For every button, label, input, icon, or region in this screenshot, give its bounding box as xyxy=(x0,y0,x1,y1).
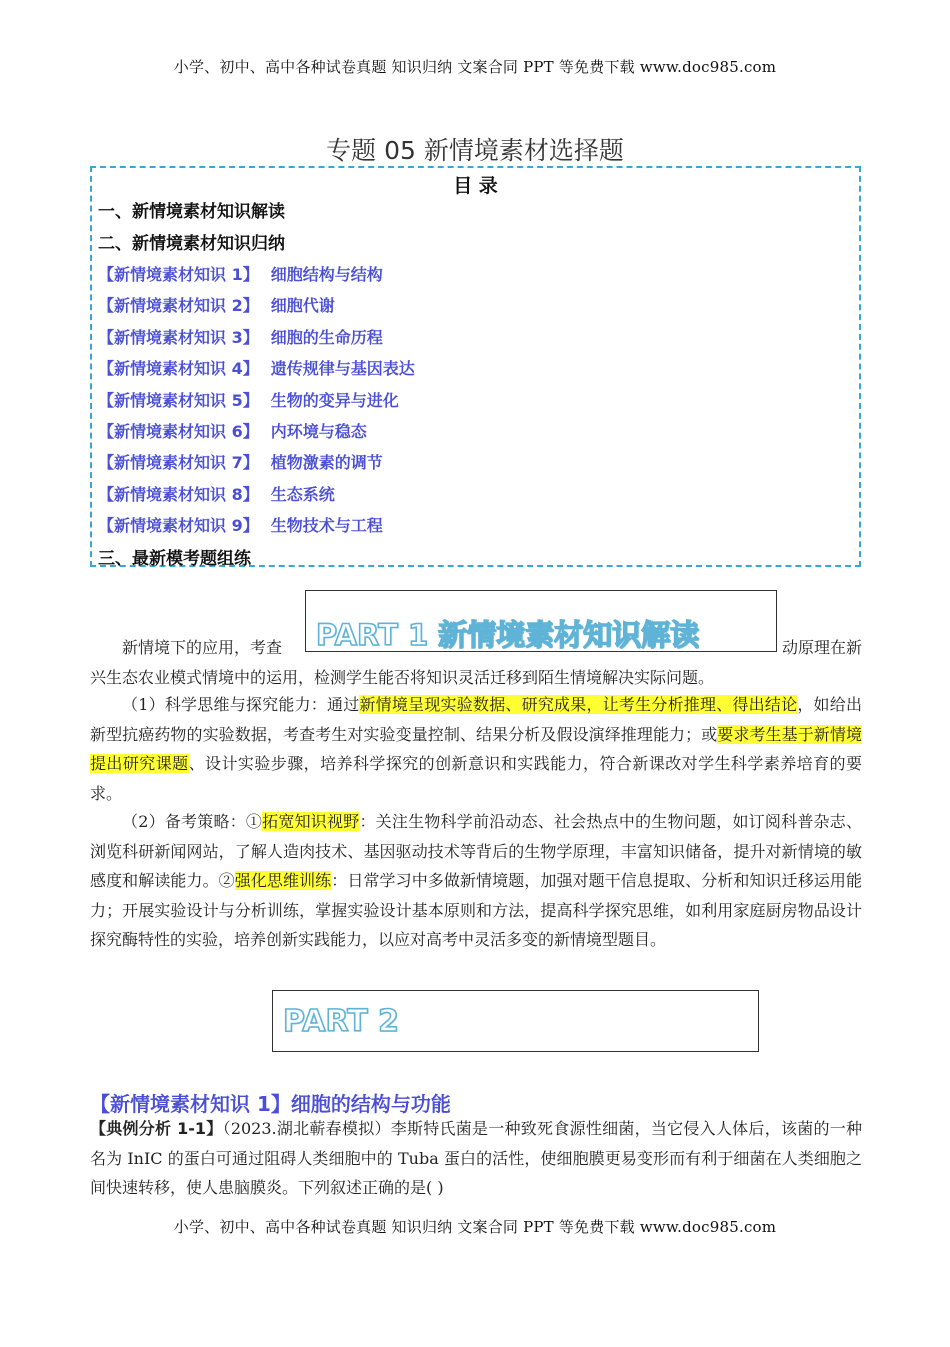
toc-item-label: 【新情境素材知识 6】 xyxy=(98,422,259,441)
intro-line2: 兴生态农业模式情境中的运用，检测学生能否将知识灵活迁移到陌生情境解决实际问题。 xyxy=(90,667,715,687)
point2-mid: ：关注生物科学前沿动态、社会热点中的生物问题，如订阅科普杂志、浏览科研新闻网站，了解人造肉技术、基因驱动技术等背后的生物学原理，丰富知识储备，提升对新情境的敏感度和解读能力。② xyxy=(90,812,862,890)
point2-highlight-2: 强化思维训练 xyxy=(234,871,332,890)
toc-item-4[interactable] xyxy=(98,356,415,379)
point1-suffix: 、设计实验步骤，培养科学探究的创新意识和实践能力，符合新课改对学生科学素养培育的要求。 xyxy=(90,754,862,803)
toc-item-topic: 植物激素的调节 xyxy=(270,453,383,472)
toc-item-topic: 生物的变异与进化 xyxy=(270,391,399,410)
toc-item-label: 【新情境素材知识 8】 xyxy=(98,485,259,504)
toc-item-label: 【新情境素材知识 3】 xyxy=(98,328,259,347)
toc-item-6[interactable] xyxy=(98,419,367,442)
page-header: 小学、初中、高中各种试卷真题 知识归纳 文案合同 PPT 等免费下载 www.doc985.com xyxy=(173,58,777,76)
toc-item-2[interactable] xyxy=(98,293,335,316)
table-of-contents xyxy=(90,166,861,567)
point1-prefix: （1）科学思维与探究能力：通过 xyxy=(122,695,360,714)
toc-item-topic: 细胞结构与结构 xyxy=(270,265,383,284)
toc-item-topic: 遗传规律与基因表达 xyxy=(270,359,415,378)
toc-item-label: 【新情境素材知识 4】 xyxy=(98,359,259,378)
intro-line1-start: 新情境下的应用，考查 xyxy=(122,638,283,657)
toc-item-label: 【新情境素材知识 2】 xyxy=(98,296,259,315)
point2-suffix: ：日常学习中多做新情境题，加强对题干信息提取、分析和知识迁移运用能力；开展实验设计与分析训练，掌握实验设计基本原则和方法，提高科学探究思维，如利用家庭厨房物品设计探究酶特性的实验，培养创新实践能力，以应对高考中灵活多变的新情境型题目。 xyxy=(90,871,862,949)
point1-paragraph xyxy=(90,690,862,808)
toc-item-topic: 细胞代谢 xyxy=(270,296,335,315)
intro-line1-end: 动原理在新 xyxy=(781,638,862,657)
toc-section-2[interactable]: 二、新情境素材知识归纳 xyxy=(98,234,285,254)
toc-item-topic: 生态系统 xyxy=(270,485,335,504)
toc-item-label: 【新情境素材知识 9】 xyxy=(98,516,259,535)
toc-item-5[interactable] xyxy=(98,388,399,411)
toc-item-3[interactable] xyxy=(98,325,383,348)
point1-highlight-2: 要求考生基于新情境提出研究课题 xyxy=(90,724,862,773)
toc-item-topic: 生物技术与工程 xyxy=(270,516,383,535)
point1-mid: ，如给出新型抗癌药物的实验数据，考查考生对实验变量控制、结果分析及假设演绎推理能力；或 xyxy=(90,695,862,744)
toc-item-topic: 内环境与稳态 xyxy=(270,422,367,441)
toc-item-7[interactable] xyxy=(98,450,383,473)
example-text: （2023.湖北蕲春模拟）李斯特氏菌是一种致死食源性细菌，当它侵入人体后，该菌的一种名为 InIC 的蛋白可通过阻碍人类细胞中的 Tuba 蛋白的活性，使细胞膜更易变形而有利于细菌在人类细胞之间快速转移，使人患脑膜炎。下列叙述正确的是( ) xyxy=(90,1119,862,1197)
toc-item-8[interactable] xyxy=(98,482,335,505)
part1-banner-text: PART 1 新情境素材知识解读 xyxy=(316,618,700,652)
section-title: 【新情境素材知识 1】细胞的结构与功能 xyxy=(90,1092,451,1116)
page-title: 专题 05 新情境素材选择题 xyxy=(326,136,624,165)
point2-highlight-1: 拓宽知识视野 xyxy=(262,812,360,831)
toc-item-label: 【新情境素材知识 1】 xyxy=(98,265,259,284)
toc-item-1[interactable] xyxy=(98,262,383,285)
point2-paragraph xyxy=(90,807,862,955)
toc-item-9[interactable] xyxy=(98,513,383,536)
toc-item-label: 【新情境素材知识 5】 xyxy=(98,391,259,410)
toc-item-label: 【新情境素材知识 7】 xyxy=(98,453,259,472)
toc-heading: 目 录 xyxy=(453,175,498,197)
part2-banner xyxy=(272,990,759,1052)
toc-section-1[interactable]: 一、新情境素材知识解读 xyxy=(98,202,285,222)
example-label: 【典例分析 1-1】 xyxy=(90,1119,223,1138)
point1-highlight-1: 新情境呈现实验数据、研究成果，让考生分析推理、得出结论 xyxy=(359,695,798,714)
part1-banner xyxy=(305,590,777,652)
part2-banner-text: PART 2 xyxy=(283,1004,399,1039)
point2-prefix: （2）备考策略：① xyxy=(122,812,263,831)
page-footer: 小学、初中、高中各种试卷真题 知识归纳 文案合同 PPT 等免费下载 www.doc985.com xyxy=(173,1218,777,1236)
example-paragraph xyxy=(90,1114,862,1203)
toc-item-topic: 细胞的生命历程 xyxy=(270,328,383,347)
toc-section-3[interactable]: 三、最新模考题组练 xyxy=(98,549,251,569)
